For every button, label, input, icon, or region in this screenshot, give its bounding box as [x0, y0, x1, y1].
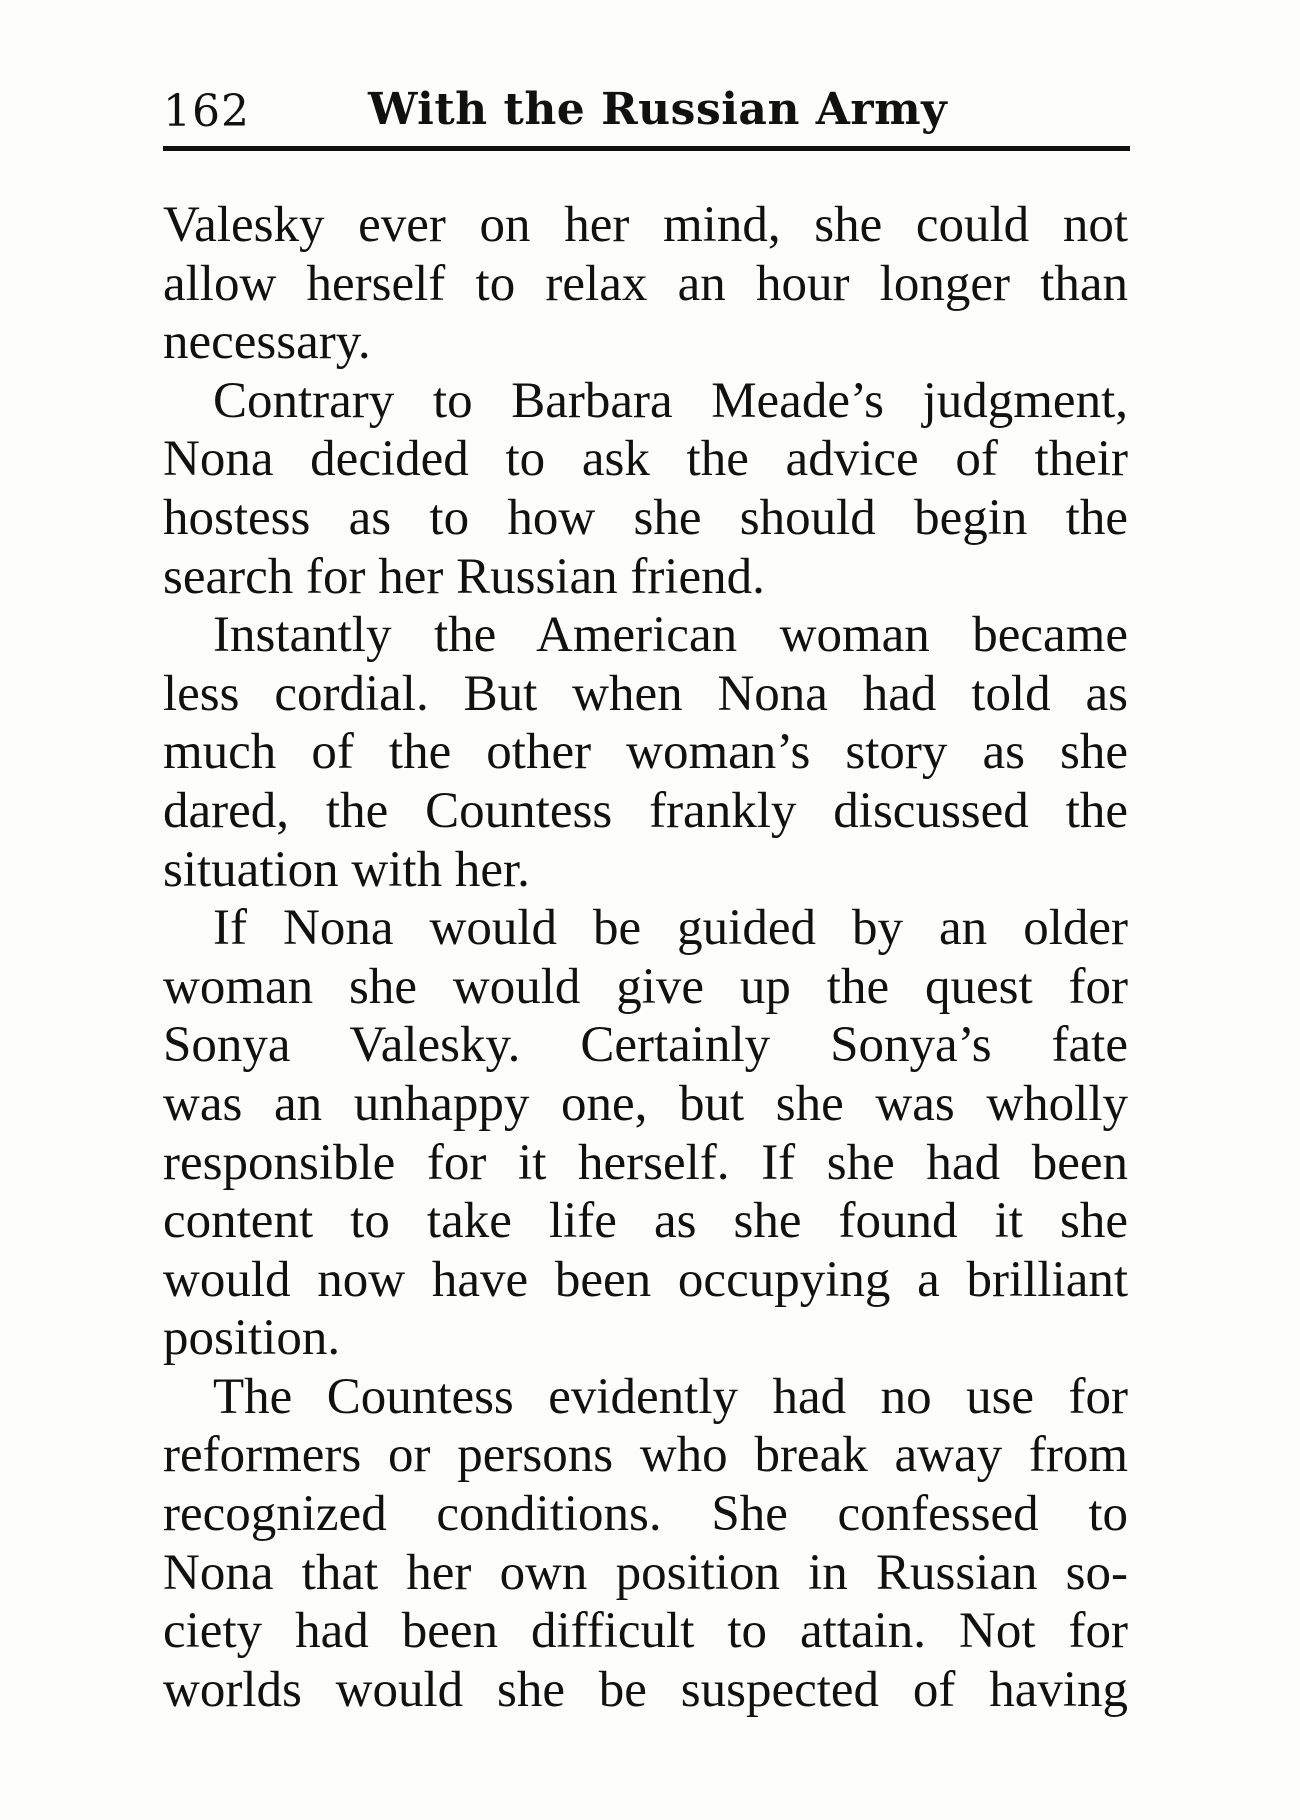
- text-line: Contrary to Barbara Meade’s judgment,: [213, 372, 1128, 429]
- text-line: reformers or persons who break away from: [163, 1427, 1128, 1484]
- running-title: With the Russian Army: [368, 84, 948, 135]
- text-line: Instantly the American woman became: [213, 607, 1128, 664]
- text-line: allow herself to relax an hour longer than: [163, 255, 1128, 312]
- text-line: dared, the Countess frankly discussed the: [163, 782, 1128, 839]
- text-line: necessary.: [163, 314, 371, 371]
- body-text: [163, 196, 1128, 1719]
- text-line: worlds would she be suspected of having: [163, 1661, 1128, 1718]
- text-line: Valesky ever on her mind, she could not: [163, 197, 1128, 253]
- page-number: 162: [163, 86, 250, 137]
- text-line: Sonya Valesky. Certainly Sonya’s fate: [163, 1017, 1128, 1074]
- text-line: position.: [163, 1310, 341, 1367]
- paragraph: [163, 196, 1128, 372]
- text-line: If Nona would be guided by an older: [213, 900, 1128, 957]
- text-line: search for her Russian friend.: [163, 548, 765, 605]
- running-head: [163, 80, 1128, 152]
- text-line: The Countess evidently had no use for: [213, 1368, 1128, 1425]
- text-line: was an unhappy one, but she was wholly: [163, 1075, 1128, 1132]
- text-line: ciety had been difficult to attain. Not for: [163, 1603, 1128, 1660]
- text-line: Nona decided to ask the advice of their: [163, 431, 1128, 488]
- text-line: would now have been occupying a brilliant: [163, 1251, 1128, 1308]
- paragraph: [163, 372, 1128, 606]
- text-line: less cordial. But when Nona had told as: [163, 665, 1128, 722]
- text-line: responsible for it herself. If she had been: [163, 1134, 1128, 1191]
- text-line: Nona that her own position in Russian so-: [163, 1544, 1128, 1601]
- text-line: much of the other woman’s story as she: [163, 724, 1128, 781]
- text-line: recognized conditions. She confessed to: [163, 1486, 1128, 1543]
- text-line: woman she would give up the quest for: [163, 958, 1128, 1015]
- text-line: content to take life as she found it she: [163, 1193, 1128, 1250]
- text-line: hostess as to how she should begin the: [163, 489, 1128, 546]
- paragraph: [163, 606, 1128, 899]
- header-rule: [163, 146, 1130, 151]
- paragraph: [163, 899, 1128, 1368]
- paragraph: [163, 1368, 1128, 1720]
- text-line: situation with her.: [163, 841, 530, 898]
